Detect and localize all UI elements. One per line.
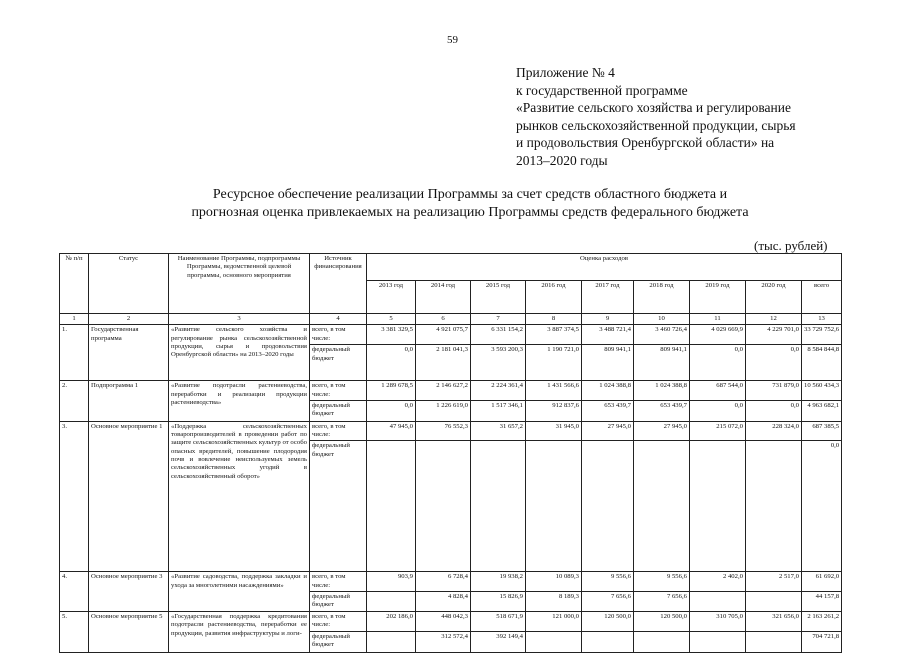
row-source: всего, в том числе:: [310, 421, 367, 441]
value-cell: 19 938,2: [471, 572, 526, 592]
value-cell: [746, 592, 802, 612]
value-cell: 310 705,0: [690, 612, 746, 632]
appendix-line: рынков сельскохозяйственной продукции, сырья: [516, 117, 796, 133]
value-cell: 321 656,0: [746, 612, 802, 632]
column-number: 2: [89, 314, 169, 325]
total-cell: 687 385,5: [802, 421, 842, 441]
row-num: 5.: [60, 612, 89, 653]
value-cell: 6 331 154,2: [471, 325, 526, 345]
row-source: всего, в том числе:: [310, 381, 367, 401]
appendix-line: Приложение № 4: [516, 65, 615, 80]
header-status: Статус: [89, 254, 169, 314]
value-cell: 4 029 669,9: [690, 325, 746, 345]
row-name: «Развитие сельского хозяйства и регулирование рынка сельскохозяйственной продукции, сырья и продовольствия Оренбургской области» на 2013–2020 годы: [169, 325, 310, 381]
value-cell: 4 828,4: [416, 592, 471, 612]
value-cell: 1 431 566,6: [526, 381, 582, 401]
column-number-row: [60, 314, 842, 325]
header-estimate: Оценка расходов: [367, 254, 842, 281]
value-cell: 3 381 329,5: [367, 325, 416, 345]
row-num: 1.: [60, 325, 89, 381]
appendix-line: и продовольствия Оренбургской области» на: [516, 135, 775, 150]
row-name: «Поддержка сельскохозяйственных товаропроизводителей в проведении работ по защите сельскохозяйственных культур от особо опасных вредителей, повышение плодородия почв и вовлечение неиспользуемых земель сельскохозяйственных угодий в сельскохозяйственный оборот»: [169, 421, 310, 572]
column-number: 1: [60, 314, 89, 325]
value-cell: 2 402,0: [690, 572, 746, 592]
header-num: № п/п: [60, 254, 89, 314]
value-cell: 4 229 701,0: [746, 325, 802, 345]
row-num: 4.: [60, 572, 89, 612]
value-cell: 120 500,0: [634, 612, 690, 632]
value-cell: 1 226 619,0: [416, 400, 471, 421]
value-cell: 228 324,0: [746, 421, 802, 441]
column-number: 7: [471, 314, 526, 325]
value-cell: 912 837,6: [526, 400, 582, 421]
appendix-line: «Развитие сельского хозяйства и регулирование: [516, 100, 791, 115]
value-cell: 2 146 627,2: [416, 381, 471, 401]
total-cell: 44 157,8: [802, 592, 842, 612]
value-cell: [582, 632, 634, 653]
header-year: 2015 год: [471, 281, 526, 314]
row-num: 2.: [60, 381, 89, 422]
appendix-line: 2013–2020 годы: [516, 152, 608, 168]
column-number: 9: [582, 314, 634, 325]
appendix-line: к государственной программе: [516, 82, 688, 98]
total-cell: 0,0: [802, 441, 842, 572]
row-name: «Развитие подотрасли растениеводства, переработки и реализации продукции растениеводства»: [169, 381, 310, 422]
value-cell: 7 656,6: [582, 592, 634, 612]
value-cell: 653 439,7: [634, 400, 690, 421]
value-cell: 687 544,0: [690, 381, 746, 401]
value-cell: 2 517,0: [746, 572, 802, 592]
header-year: 2013 год: [367, 281, 416, 314]
total-cell: 4 963 682,1: [802, 400, 842, 421]
header-year: 2018 год: [634, 281, 690, 314]
value-cell: 1 024 388,8: [634, 381, 690, 401]
value-cell: 0,0: [367, 400, 416, 421]
row-status: Подпрограмма 1: [89, 381, 169, 422]
value-cell: 0,0: [367, 345, 416, 381]
header-name: Наименование Программы, подпрограммы Программы, ведомственной целевой программы, основного мероприятия: [169, 254, 310, 314]
total-cell: 33 729 752,6: [802, 325, 842, 345]
value-cell: 1 517 346,1: [471, 400, 526, 421]
row-status: Государственная программа: [89, 325, 169, 381]
value-cell: [746, 441, 802, 572]
value-cell: 121 000,0: [526, 612, 582, 632]
value-cell: 3 887 374,5: [526, 325, 582, 345]
value-cell: 518 671,9: [471, 612, 526, 632]
value-cell: 0,0: [690, 400, 746, 421]
row-status: Основное мероприятие 5: [89, 612, 169, 653]
column-number: 10: [634, 314, 690, 325]
value-cell: 3 593 200,3: [471, 345, 526, 381]
value-cell: 0,0: [746, 400, 802, 421]
value-cell: 0,0: [690, 345, 746, 381]
value-cell: 31 945,0: [526, 421, 582, 441]
total-cell: 2 163 261,2: [802, 612, 842, 632]
value-cell: [690, 632, 746, 653]
row-status: Основное мероприятие 1: [89, 421, 169, 572]
column-number: 12: [746, 314, 802, 325]
column-number: 13: [802, 314, 842, 325]
total-cell: 704 721,8: [802, 632, 842, 653]
header-year: 2020 год: [746, 281, 802, 314]
value-cell: 731 879,0: [746, 381, 802, 401]
value-cell: [526, 441, 582, 572]
value-cell: 6 728,4: [416, 572, 471, 592]
value-cell: 31 657,2: [471, 421, 526, 441]
row-source: всего, в том числе:: [310, 572, 367, 592]
value-cell: [367, 441, 416, 572]
value-cell: [634, 441, 690, 572]
value-cell: [416, 441, 471, 572]
value-cell: 653 439,7: [582, 400, 634, 421]
header-year: 2014 год: [416, 281, 471, 314]
column-number: 8: [526, 314, 582, 325]
table-row: [60, 381, 842, 401]
value-cell: 3 488 721,4: [582, 325, 634, 345]
title-line-2: прогнозная оценка привлекаемых на реализацию Программы средств федерального бюджета: [191, 205, 749, 220]
value-cell: [634, 632, 690, 653]
total-cell: 61 692,0: [802, 572, 842, 592]
value-cell: [690, 592, 746, 612]
row-source: федеральный бюджет: [310, 345, 367, 381]
row-status: Основное мероприятие 3: [89, 572, 169, 612]
value-cell: 809 941,1: [634, 345, 690, 381]
value-cell: [367, 632, 416, 653]
value-cell: 392 149,4: [471, 632, 526, 653]
value-cell: 120 500,0: [582, 612, 634, 632]
header-year: 2017 год: [582, 281, 634, 314]
row-source: федеральный бюджет: [310, 592, 367, 612]
value-cell: 1 289 678,5: [367, 381, 416, 401]
row-source: федеральный бюджет: [310, 441, 367, 572]
units-label: (тыс. рублей): [754, 238, 828, 253]
column-number: 6: [416, 314, 471, 325]
value-cell: 4 921 075,7: [416, 325, 471, 345]
value-cell: 8 189,3: [526, 592, 582, 612]
row-name: «Развитие садоводства, поддержка закладки и ухода за многолетними насаждениями»: [169, 572, 310, 612]
header-year: 2016 год: [526, 281, 582, 314]
value-cell: [582, 441, 634, 572]
value-cell: [526, 632, 582, 653]
row-source: федеральный бюджет: [310, 632, 367, 653]
page-number: 59: [447, 34, 458, 46]
value-cell: 1 024 388,8: [582, 381, 634, 401]
value-cell: 10 089,3: [526, 572, 582, 592]
value-cell: 2 181 041,3: [416, 345, 471, 381]
value-cell: 202 186,0: [367, 612, 416, 632]
value-cell: [746, 632, 802, 653]
header-row: [60, 254, 842, 281]
value-cell: 15 826,9: [471, 592, 526, 612]
value-cell: 47 945,0: [367, 421, 416, 441]
value-cell: 1 190 721,0: [526, 345, 582, 381]
value-cell: 809 941,1: [582, 345, 634, 381]
row-source: федеральный бюджет: [310, 400, 367, 421]
header-year: 2019 год: [690, 281, 746, 314]
value-cell: 215 072,0: [690, 421, 746, 441]
value-cell: 312 572,4: [416, 632, 471, 653]
value-cell: 7 656,6: [634, 592, 690, 612]
budget-table: [59, 253, 842, 653]
value-cell: 3 460 726,4: [634, 325, 690, 345]
row-num: 3.: [60, 421, 89, 572]
value-cell: 2 224 361,4: [471, 381, 526, 401]
table-row: [60, 612, 842, 632]
row-name: «Государственная поддержка кредитования подотрасли растениеводства, переработки ее продукции, развития инфраструктуры и логи-: [169, 612, 310, 653]
row-source: всего, в том числе:: [310, 612, 367, 632]
column-number: 5: [367, 314, 416, 325]
column-number: 3: [169, 314, 310, 325]
value-cell: [367, 592, 416, 612]
document-title: [120, 186, 820, 222]
value-cell: 0,0: [746, 345, 802, 381]
value-cell: 27 945,0: [634, 421, 690, 441]
table-row: [60, 421, 842, 441]
value-cell: 448 042,3: [416, 612, 471, 632]
value-cell: 9 556,6: [634, 572, 690, 592]
table-row: [60, 572, 842, 592]
column-number: 11: [690, 314, 746, 325]
total-cell: 10 560 434,3: [802, 381, 842, 401]
total-cell: 8 584 844,8: [802, 345, 842, 381]
appendix-header: [516, 64, 876, 169]
row-source: всего, в том числе:: [310, 325, 367, 345]
value-cell: [471, 441, 526, 572]
value-cell: 903,9: [367, 572, 416, 592]
column-number: 4: [310, 314, 367, 325]
value-cell: 27 945,0: [582, 421, 634, 441]
header-total: всего: [802, 281, 842, 314]
value-cell: 76 552,3: [416, 421, 471, 441]
value-cell: 9 556,6: [582, 572, 634, 592]
value-cell: [690, 441, 746, 572]
title-line-1: Ресурсное обеспечение реализации Программы за счет средств областного бюджета и: [212, 187, 728, 202]
header-source: Источник финансирования: [310, 254, 367, 314]
table-row: [60, 325, 842, 345]
